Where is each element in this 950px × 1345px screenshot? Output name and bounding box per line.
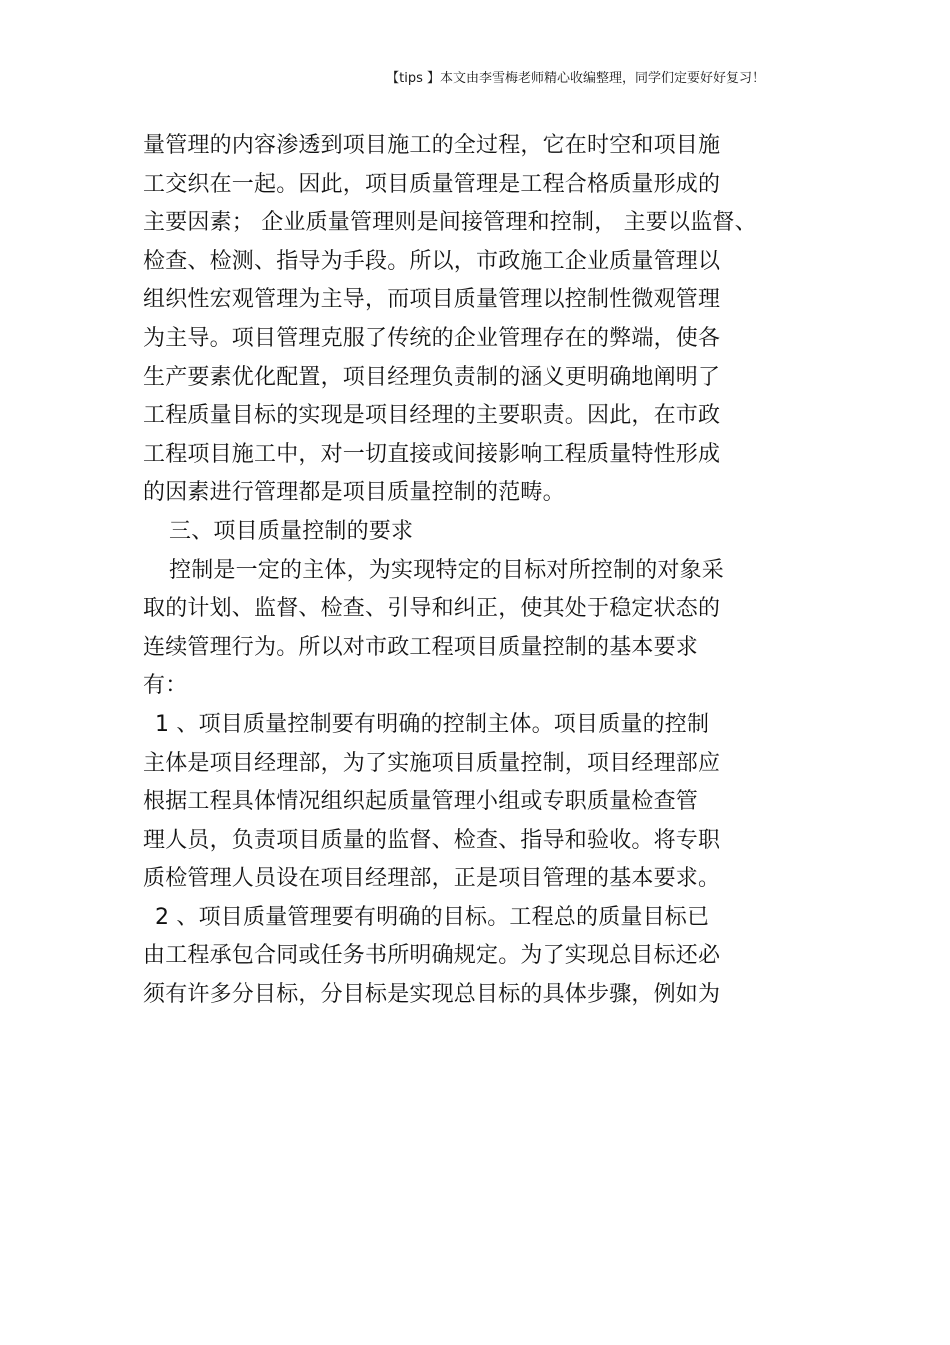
list-item-line: 2 、项目质量管理要有明确的目标。工程总的质量目标已 <box>155 904 710 930</box>
section-heading: 三、项目质量控制的要求 <box>169 518 414 544</box>
paragraph-line: 为主导。项目管理克服了传统的企业管理存在的弊端，使各 <box>143 325 721 351</box>
list-item-line: 1 、项目质量控制要有明确的控制主体。项目质量的控制 <box>155 711 710 737</box>
paragraph-line: 工程质量目标的实现是项目经理的主要职责。因此，在市政 <box>143 403 721 429</box>
paragraph-line: 量管理的内容渗透到项目施工的全过程，它在时空和项目施 <box>143 133 721 158</box>
paragraph-line: 质检管理人员设在项目经理部，正是项目管理的基本要求。 <box>143 866 721 892</box>
paragraph-line: 有： <box>143 673 188 699</box>
paragraph-line: 的因素进行管理都是项目质量控制的范畴。 <box>143 480 565 506</box>
page-header-tip: 【tips 】本文由李雪梅老师精心收编整理，同学们定要好好复习！ <box>386 71 765 86</box>
paragraph-line: 理人员，负责项目质量的监督、检查、指导和验收。将专职 <box>143 827 721 853</box>
paragraph-line: 工程项目施工中，对一切直接或间接影响工程质量特性形成 <box>143 441 721 467</box>
paragraph-line: 连续管理行为。所以对市政工程项目质量控制的基本要求 <box>143 634 699 660</box>
paragraph-line: 取的计划、监督、检查、引导和纠正，使其处于稳定状态的 <box>143 596 721 622</box>
paragraph-line: 检查、检测、指导为手段。所以，市政施工企业质量管理以 <box>143 248 721 274</box>
paragraph-line: 组织性宏观管理为主导，而项目质量管理以控制性微观管理 <box>143 287 721 313</box>
paragraph-line: 主要因素； 企业质量管理则是间接管理和控制， 主要以监督、 <box>143 210 757 236</box>
paragraph-line: 控制是一定的主体，为实现特定的目标对所控制的对象采 <box>169 557 725 583</box>
paragraph-line: 工交织在一起。因此，项目质量管理是工程合格质量形成的 <box>143 171 721 197</box>
paragraph-line: 主体是项目经理部，为了实施项目质量控制，项目经理部应 <box>143 750 721 776</box>
paragraph-line: 根据工程具体情况组织起质量管理小组或专职质量检查管 <box>143 789 699 815</box>
paragraph-line: 由工程承包合同或任务书所明确规定。为了实现总目标还必 <box>143 943 721 969</box>
document-body <box>143 127 823 1015</box>
paragraph-line: 须有许多分目标，分目标是实现总目标的具体步骤，例如为 <box>143 982 721 1008</box>
paragraph-line: 生产要素优化配置，项目经理负责制的涵义更明确地阐明了 <box>143 364 721 390</box>
